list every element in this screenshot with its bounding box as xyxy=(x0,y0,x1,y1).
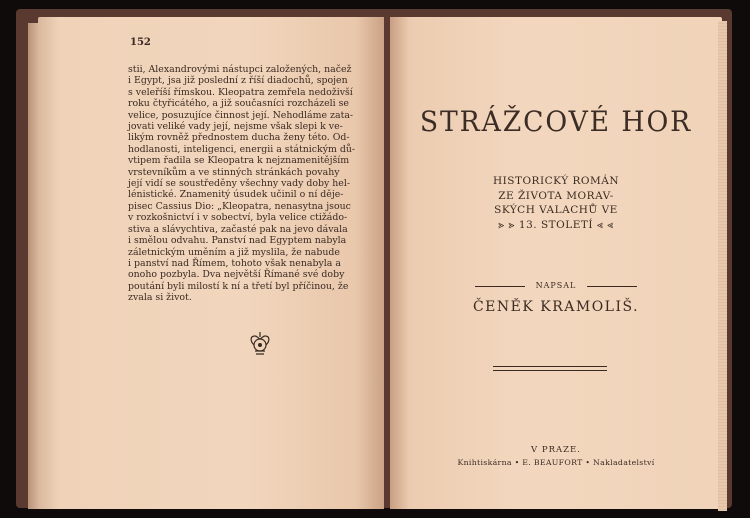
napsal-label: NAPSAL xyxy=(535,281,577,290)
open-book xyxy=(16,9,732,508)
text-line: v rozkošnictví i v sobectví, byla velice ctižádo- xyxy=(128,212,348,224)
text-line: pisec Cassius Dio: „Kleopatra, nenasytna jsouc xyxy=(128,200,351,212)
text-line: roku čtyřicátého, a již současníci rozcházeli se xyxy=(128,98,349,110)
text-line: i panství nad Římem, tohoto však nenabyla a xyxy=(128,257,341,269)
double-rule-bottom xyxy=(493,370,607,371)
body-text xyxy=(128,64,374,304)
text-line: zvala si život. xyxy=(128,292,192,304)
text-line: s veleříší římskou. Kleopatra zemřela nedoživší xyxy=(128,86,353,98)
subtitle-line: ⪢ ⪢ 13. STOLETÍ ⪡ ⪡ xyxy=(498,218,614,231)
double-rule-top xyxy=(493,366,607,367)
text-line: likým rovněž přednostem ducha ženy této. Od- xyxy=(128,132,350,144)
divider-right xyxy=(587,286,637,287)
title-page xyxy=(390,17,722,509)
subtitle-line: ZE ŽIVOTA MORAV- xyxy=(498,189,614,202)
right-page-edges xyxy=(718,21,727,511)
text-line: hodlanosti, inteligenci, energii a státnickým dů- xyxy=(128,143,356,155)
text-line: stiva a slávychtiva, začasté pak na jevo dávala xyxy=(128,223,348,235)
text-line: velice, posuzujíce činnost její. Nehodláme zata- xyxy=(128,109,354,121)
text-line: jovati veliké vady její, nejsme však slepi k ve- xyxy=(128,121,343,133)
text-line: záletnickým uměním a již myslila, že nabude xyxy=(128,246,340,258)
text-line: poutání byli milostí k ní a třetí byl příčinou, že xyxy=(128,280,349,292)
book-subtitle xyxy=(390,174,722,232)
text-line: její vidí se soustředěny všechny vady doby hel- xyxy=(128,178,351,190)
text-line: lénistické. Znamenitý úsudek učinil o ní děje- xyxy=(128,189,344,201)
author-name: ČENĚK KRAMOLIŠ. xyxy=(472,299,640,315)
subtitle-line: HISTORICKÝ ROMÁN xyxy=(492,175,620,187)
text-line: i smělou odvahu. Panství nad Egyptem nabyla xyxy=(128,235,347,247)
left-page xyxy=(38,17,384,509)
publisher-line: Knihtiskárna • E. BEAUFORT • Nakladatelství xyxy=(457,458,655,467)
page-number: 152 xyxy=(130,37,151,48)
printer-ornament-icon xyxy=(246,330,274,358)
publication-city: V PRAZE. xyxy=(531,445,581,455)
text-line: stii, Alexandrovými nástupci založených, načež xyxy=(128,64,352,75)
text-line: vtipem řadila se Kleopatra k nejznamenitějším xyxy=(128,155,350,167)
text-line: onoho pozbyla. Dva největší Římané své doby xyxy=(128,269,345,281)
subtitle-line: SKÝCH VALACHŮ VE xyxy=(494,204,618,217)
text-line: vrstevníkům a ve stinných stránkách povahy xyxy=(128,166,340,178)
text-line: i Egypt, jsa již poslední z říší diadochů, spojen xyxy=(128,75,348,87)
book-title: STRÁŽCOVÉ HOR xyxy=(419,105,693,138)
